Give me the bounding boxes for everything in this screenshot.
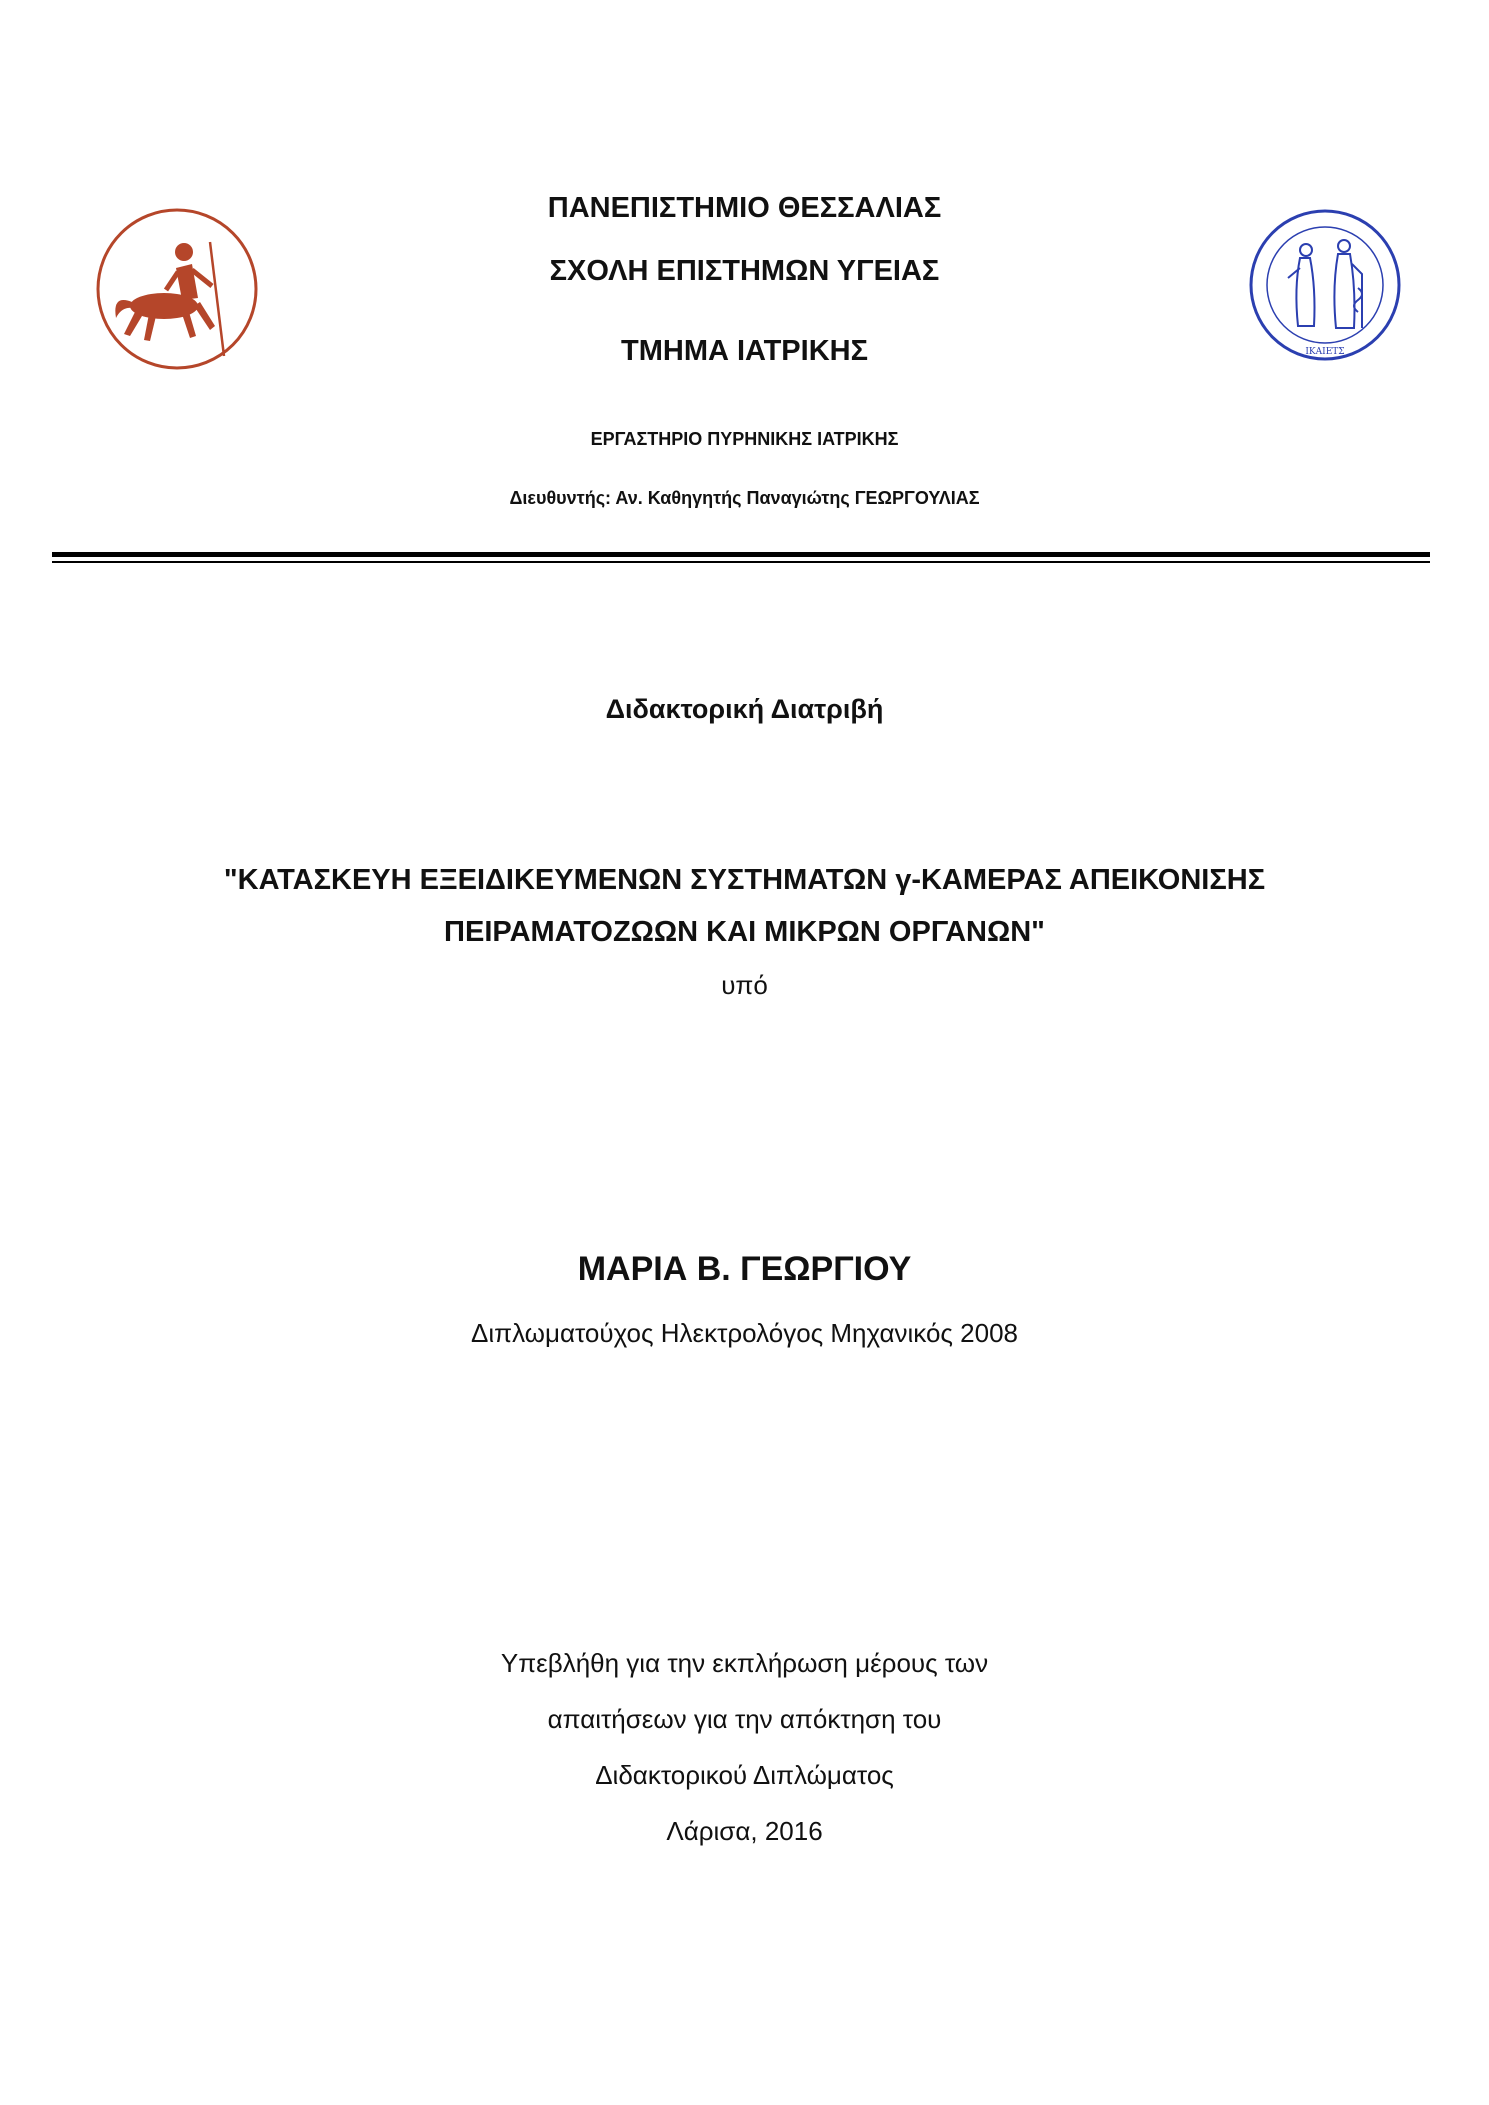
thesis-title-line1: "ΚΑΤΑΣΚΕΥΗ ΕΞΕΙΔΙΚΕΥΜΕΝΩΝ ΣΥΣΤΗΜΑΤΩΝ γ-ΚΑΜΕΡΑΣ ΑΠΕΙΚΟΝΙΣΗΣ	[223, 864, 1266, 896]
header-divider-thin	[52, 561, 1430, 563]
seal-bottom-text: ΙΚΑΙΕΤΣ	[1305, 347, 1345, 357]
place-date: Λάρισα, 2016	[666, 1816, 823, 1846]
author-degree: Διπλωματούχος Ηλεκτρολόγος Μηχανικός 2008	[470, 1318, 1019, 1348]
author-name: ΜΑΡΙΑ Β. ΓΕΩΡΓΙΟΥ	[577, 1250, 912, 1288]
by-label: υπό	[721, 970, 768, 1000]
submission-line-3: Διδακτορικού Διπλώματος	[595, 1760, 894, 1790]
laboratory-name: ΕΡΓΑΣΤΗΡΙΟ ΠΥΡΗΝΙΚΗΣ ΙΑΤΡΙΚΗΣ	[590, 429, 899, 449]
school-name: ΣΧΟΛΗ ΕΠΙΣΤΗΜΩΝ ΥΓΕΙΑΣ	[549, 255, 940, 287]
header-divider-thick	[52, 552, 1430, 557]
submission-line-1: Υπεβλήθη για την εκπλήρωση μέρους των	[500, 1648, 989, 1678]
university-name: ΠΑΝΕΠΙΣΤΗΜΙΟ ΘΕΣΣΑΛΙΑΣ	[547, 192, 942, 224]
submission-line-2: απαιτήσεων για την απόκτηση του	[547, 1704, 942, 1734]
thesis-title-line2: ΠΕΙΡΑΜΑΤΟΖΩΩΝ ΚΑΙ ΜΙΚΡΩΝ ΟΡΓΑΝΩΝ"	[444, 916, 1045, 948]
department-name: ΤΜΗΜΑ ΙΑΤΡΙΚΗΣ	[621, 335, 868, 367]
document-type: Διδακτορική Διατριβή	[605, 694, 884, 724]
director-line: Διευθυντής: Αν. Καθηγητής Παναγιώτης ΓΕΩΡΓΟΥΛΙΑΣ	[509, 488, 980, 508]
